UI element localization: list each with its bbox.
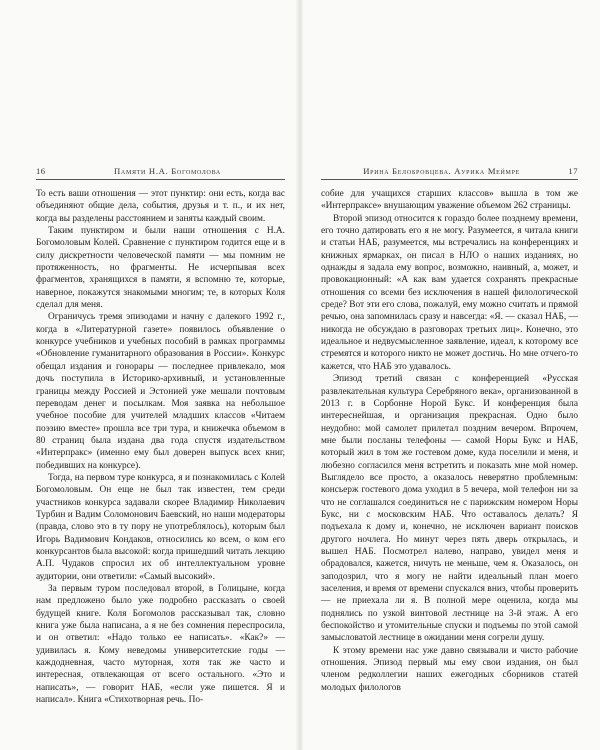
- paragraph: собие для учащихся старших классов» вышла в том же «Интерпраксе» внушающим уважение объемом 262 страницы.: [321, 189, 578, 212]
- header-rule: [321, 179, 578, 180]
- running-title: Памяти Н.А. Богомолова: [114, 166, 221, 176]
- left-page-header: [36, 166, 285, 178]
- left-page: [0, 0, 297, 750]
- page-number: 16: [36, 166, 46, 176]
- right-page-header: [321, 166, 578, 178]
- paragraph: За первым туром последовал второй, в Голицыне, когда нам предложено было уже подробно рассказать о своей будущей книге. Коля Богомолов рассказывал так, словно книга уже была написана, а я не без сомнения переспросила, и он ответил: «Надо только ее написать». «Как?» — удивилась я. Кому неведомы университетские годы — каждодневная, часто муторная, хотя так же часто и интересная, отвлекающая от всего остального. «Это и написать», — говорит НАБ, «если уже пишется. Я и написал». Книга «Стихотворная речь. По-: [36, 584, 285, 706]
- paragraph: Эпизод третий связан с конференцией «Русская развлекательная культура Серебряного века», организованной в 2013 г. в Сорбонне Норой Букс. И конференция была интереснейшая, и организация прекрасная. Одно было неудобно: мой самолет прилетал поздним вечером. Впрочем, мне были посланы телефоны — самой Норы Букс и НАБ, который жил в том же гостевом доме, куда поселили и меня, и любезно согласился меня встретить и показать мне мой номер. Выглядело все просто, а оказалось неверятно проблемным: консьерж гостевого дома уходил в 5 вечера, мой телефон ни за что не соглашался соединиться не с парижским номером Норы Букс, ни с московским НАБ. Что оставалось делать? Я подъехала к дому и, конечно, не исключен вариант поисков другого ночлега. Но минут через пять дверь открылась, и вышел НАБ. Посмотрел налево, направо, увидел меня и обрадовался, кажется, ничуть не меньше, чем я. Оказалось, он заподозрил, что я могу не найти идеальный план моего заселения, и время от времени спускался вниз, чтобы проверить — не приехала ли я. В полной мере оценила, когда мы поднялись по узкой винтовой лестнице на 3-й этаж. А его беспокойство и утомительные спуски и подъемы по этой самой замысловатой лестнице в ожидании меня согрели душу.: [321, 374, 578, 644]
- paragraph: Ограничусь тремя эпизодами и начну с далекого 1992 г., когда в «Литературной газете» появилось объявление о конкурсе учебников и учебных пособий в рамках программы «Обновление гуманитарного образования в России». Конкурс обещал издания и гонорары — последнее привлекало, моя дочь поступила в Историко-архивный, и установленные границы между Россией и Эстонией уже мешали почтовым переводам денег и посылкам. Моя заявка на небольшое учебное пособие для учителей младших классов «Читаем поэзию вместе» прошла все три тура, и книжечка объемом в 80 страниц была издана два года спустя издательством «Интерпракс» (именно ему был доверен выпуск всех книг, победивших на конкурсе).: [36, 312, 285, 471]
- right-page: [303, 0, 600, 750]
- paragraph: Таким пунктиром и были наши отношения с Н.А. Богомоловым Колей. Сравнение с пунктиром годится еще и в силу дискретности человеческой памяти — мы помним не протяженность, но фрагменты. Не исчерпывая всех фрагментов, хранящихся в памяти, я вспомню те, которые, наверное, покажутся знакомыми многим; те, в которых Коля сделал для меня.: [36, 226, 285, 311]
- right-page-body: [321, 188, 578, 744]
- page-number: 17: [568, 166, 578, 176]
- paragraph: Тогда, на первом туре конкурса, я и познакомилась с Колей Богомоловым. Он еще не был так известен, тем среди участников конкурса задавали скорее Владимир Николаевич Турбин и Вадим Соломонович Баевский, но наши модераторы (правда, слово это в ту пору не употреблялось), которым был Игорь Вадимович Кондаков, относились ко всем, о ком его конкурсантов была высокой: когда пришедший читать лекцию А.П. Чудаков спросил их об интеллектуальном уровне аудитории, они ответили: «Самый высокий».: [36, 472, 285, 582]
- header-rule: [36, 179, 285, 180]
- running-title: Ирина Белобровцева. Аурика Меймре: [363, 166, 520, 176]
- paragraph: Второй эпизод относится к гораздо более позднему времени, его точно датировать его я не могу. Разумеется, я читала книги и статьи НАБ, разумеется, мы встречались на конференциях и книжных ярмарках, он писал в НЛО о наших изданиях, но однажды я задала ему вопрос, возможно, наивный, а, может, и провокационный: «А как вам удается сохранять прекрасные отношения со всеми без исключения в нашей филологической среде? Вот эти его слова, пожалуй, ему можно считать и прямой речью, она запомнилась сразу и навсегда: «Я. — сказал НАБ, — никогда не обсуждаю в разговорах третьих лиц». Конечно, это идеальное и недвусмысленное заявление, идеал, к которому все стремятся и которого никто не может достичь. Но мне отчего-то кажется, что НАБ это удавалось.: [321, 213, 578, 372]
- left-page-body: [36, 188, 285, 744]
- paragraph: К этому времени нас уже давно связывали и чисто рабочие отношения. Эпизод первый мы ему свои издания, он был членом редколлегии наших ежегодных сборников статей молодых филологов: [321, 645, 578, 693]
- paragraph: То есть ваши отношения — этот пунктир: они есть, когда вас объединяют общие дела, события, друзья и т. п., и их нет, когда вы разделены расстоянием и заняты каждый своим.: [36, 189, 285, 224]
